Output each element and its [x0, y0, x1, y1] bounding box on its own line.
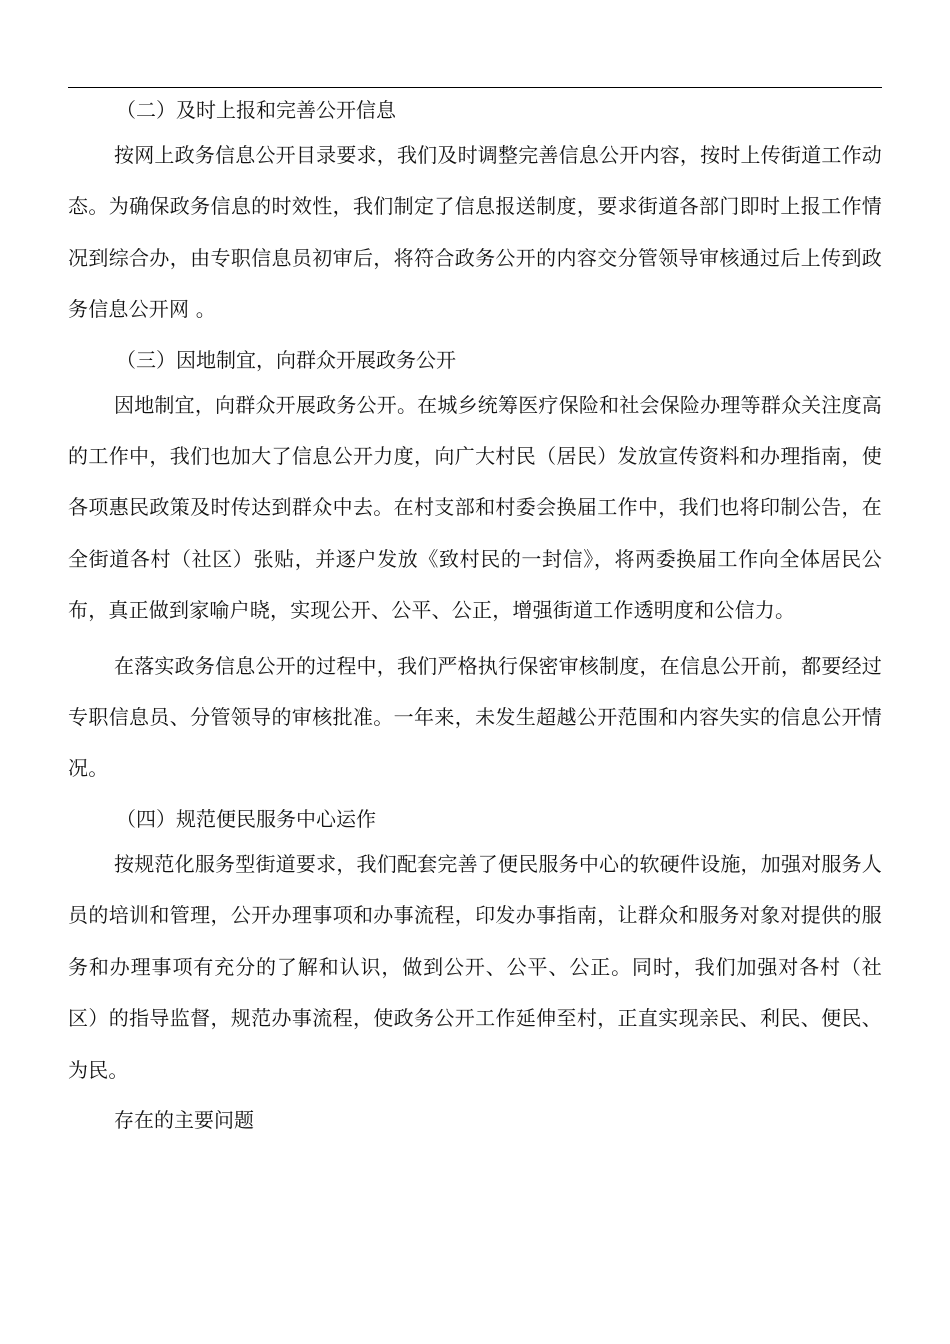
body-paragraph: 在落实政务信息公开的过程中，我们严格执行保密审核制度，在信息公开前，都要经过专职信息员、分管领导的审核批准。一年来，未发生超越公开范围和内容失实的信息公开情况。	[68, 653, 882, 781]
document-body	[68, 90, 882, 1140]
section-heading-2: （二）及时上报和完善公开信息	[116, 98, 396, 122]
closing-heading: 存在的主要问题	[114, 1107, 254, 1132]
body-paragraph: 按规范化服务型街道要求，我们配套完善了便民服务中心的软硬件设施，加强对服务人员的培训和管理，公开办理事项和办事流程，印发办事指南，让群众和服务对象对提供的服务和办理事项有充分的了解和认识，做到公开、公平、公正。同时，我们加强对各村（社区）的指导监督，规范办事流程，使政务公开工作延伸至村，正直实现亲民、利民、便民、为民。	[68, 851, 882, 1082]
section-heading-4: （四）规范便民服务中心运作	[116, 806, 376, 831]
body-paragraph: 因地制宜，向群众开展政务公开。在城乡统筹医疗保险和社会保险办理等群众关注度高的工作中，我们也加大了信息公开力度，向广大村民（居民）发放宣传资料和办理指南，使各项惠民政策及时传达到群众中去。在村支部和村委会换届工作中，我们也将印制公告，在全街道各村（社区）张贴，并逐户发放《致村民的一封信》，将两委换届工作向全体居民公布，真正做到家喻户晓，实现公开、公平、公正，增强街道工作透明度和公信力。	[68, 392, 882, 623]
header-rule	[68, 87, 882, 88]
body-paragraph: 按网上政务信息公开目录要求，我们及时调整完善信息公开内容，按时上传街道工作动态。为确保政务信息的时效性，我们制定了信息报送制度，要求街道各部门即时上报工作情况到综合办，由专职信息员初审后，将符合政务公开的内容交分管领导审核通过后上传到政务信息公开网 。	[68, 143, 882, 322]
section-heading-3: （三）因地制宜，向群众开展政务公开	[116, 347, 456, 372]
